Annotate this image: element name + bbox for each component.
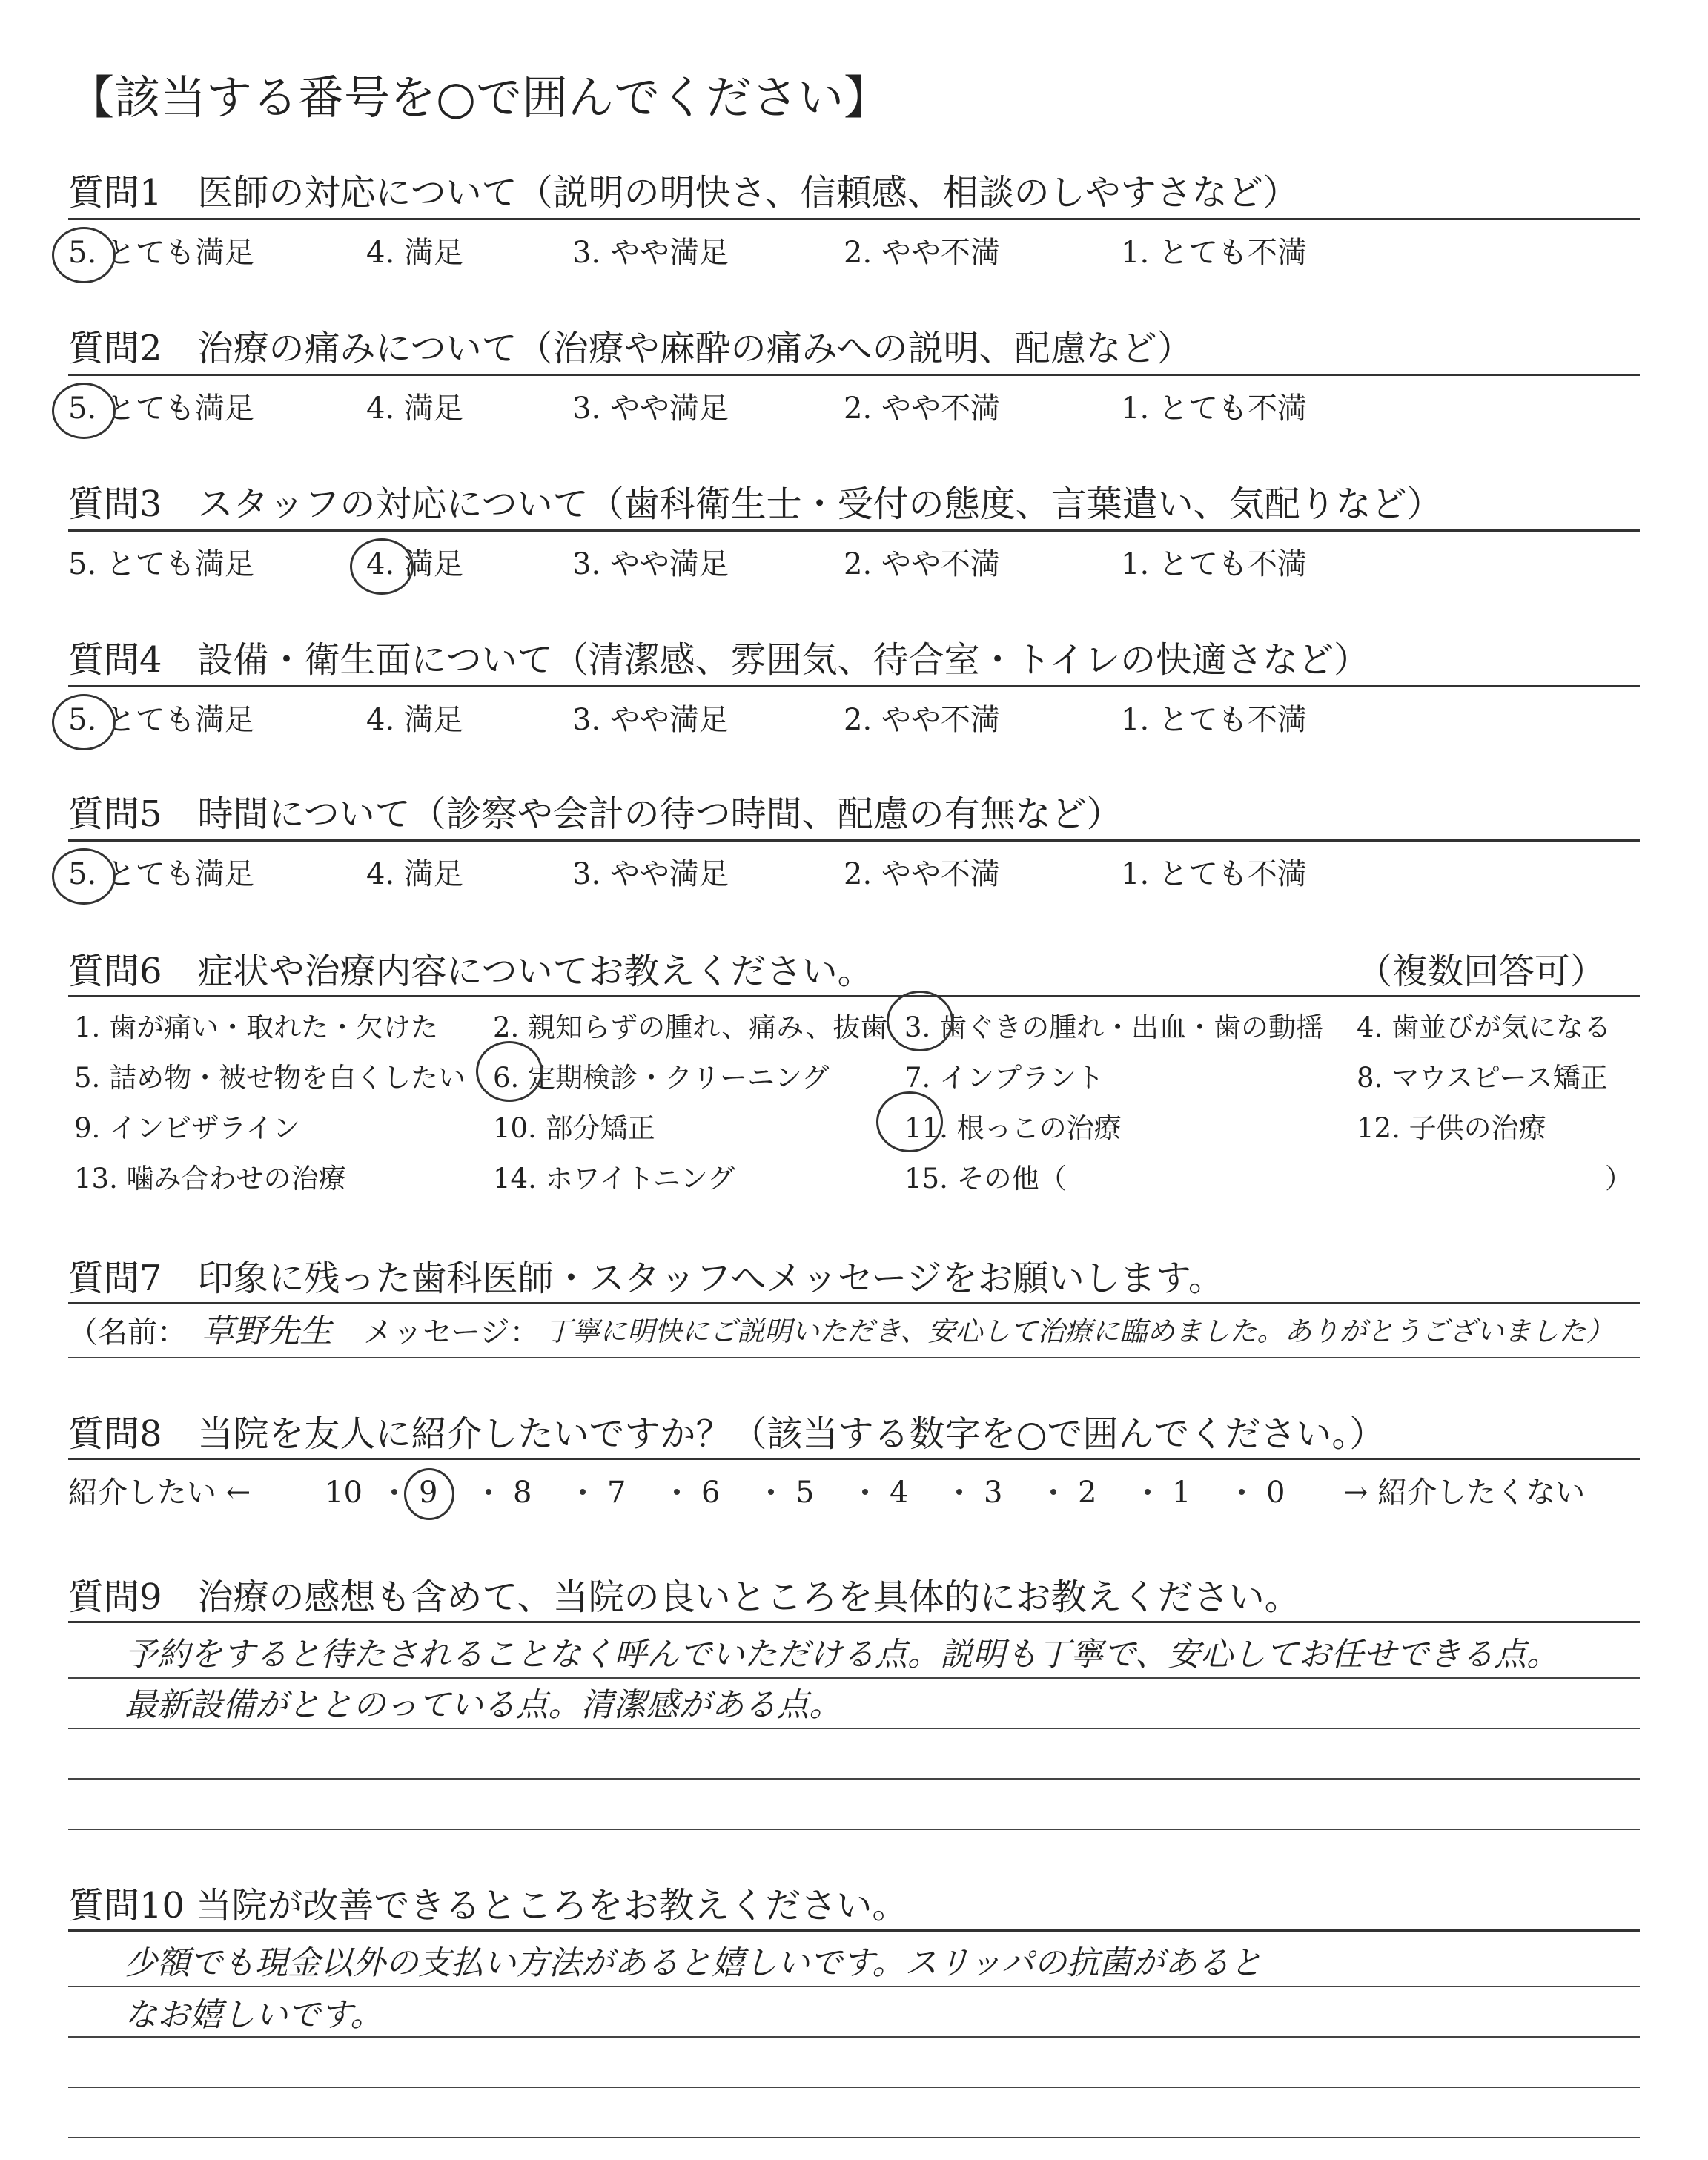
q9-rule	[68, 1621, 1640, 1623]
q7-underline	[68, 1357, 1640, 1358]
q7-message-value[interactable]: 丁寧に明快にご説明いただき、安心して治療に臨めました。ありがとうございました）	[545, 1315, 1614, 1347]
q10-line	[68, 2036, 1640, 2038]
q4-title: 質問4 設備・衛生面について（清潔感、雰囲気、待合室・トイレの快適さなど）	[68, 639, 1370, 681]
q6-option[interactable]: 2. 親知らずの腫れ、痛み、抜歯	[493, 1011, 888, 1043]
q4-option[interactable]: 5. とても満足	[68, 703, 254, 737]
q3-rule	[68, 529, 1640, 532]
q2-title: 質問2 治療の痛みについて（治療や麻酔の痛みへの説明、配慮など）	[68, 328, 1193, 369]
q10-line	[68, 2137, 1640, 2138]
q9-line	[68, 1728, 1640, 1729]
q4-option[interactable]: 2. やや不満	[844, 703, 1000, 737]
q6-option[interactable]: 13. 噛み合わせの治療	[74, 1163, 346, 1195]
q9-title: 質問9 治療の感想も含めて、当院の良いところを具体的にお教えください。	[68, 1576, 1300, 1618]
q6-option[interactable]: 11. 根っこの治療	[904, 1112, 1122, 1144]
q9-answer-line-2[interactable]: 最新設備がととのっている点。清潔感がある点。	[125, 1686, 842, 1724]
q1-title: 質問1 医師の対応について（説明の明快さ、信頼感、相談のしやすさなど）	[68, 172, 1299, 214]
q8-scale-value[interactable]: 10	[325, 1476, 363, 1510]
q9-line	[68, 1778, 1640, 1780]
q2-option[interactable]: 5. とても満足	[68, 392, 254, 426]
selection-circle	[52, 383, 116, 439]
q6-option[interactable]: 14. ホワイトニング	[493, 1163, 735, 1195]
q6-option[interactable]: 7. インプラント	[904, 1062, 1105, 1094]
q3-option[interactable]: 5. とても満足	[68, 547, 254, 581]
scale-separator-dot	[1239, 1489, 1245, 1495]
q6-option[interactable]: 4. 歯並びが気になる	[1357, 1011, 1612, 1043]
q8-scale-value[interactable]: 9	[419, 1476, 438, 1510]
q8-scale-value[interactable]: 2	[1078, 1476, 1097, 1510]
q9-answer-line-1[interactable]: 予約をすると待たされることなく呼んでいただける点。説明も丁寧で、安心してお任せできる点。	[125, 1636, 1560, 1674]
q6-option[interactable]: 15. その他（	[904, 1163, 1067, 1195]
scale-separator-dot	[862, 1489, 868, 1495]
q6-other-close[interactable]: ）	[1605, 1163, 1632, 1195]
q6-note: （複数回答可）	[1357, 951, 1606, 992]
q7-message-label: メッセージ：	[363, 1315, 540, 1350]
selection-circle	[476, 1041, 543, 1102]
q1-option[interactable]: 1. とても不満	[1121, 236, 1307, 270]
q8-scale-value[interactable]: 8	[513, 1476, 532, 1510]
q1-option[interactable]: 4. 満足	[366, 236, 463, 270]
selection-circle	[887, 991, 953, 1051]
q6-option[interactable]: 9. インビザライン	[74, 1112, 300, 1144]
q5-option[interactable]: 3. やや満足	[572, 857, 729, 891]
q10-answer-line-2[interactable]: なお嬉しいです。	[125, 1996, 383, 2034]
q10-answer-line-1[interactable]: 少額でも現金以外の支払い方法があると嬉しいです。スリッパの抗菌があると	[125, 1944, 1262, 1982]
q4-option[interactable]: 1. とても不満	[1121, 703, 1307, 737]
q1-rule	[68, 218, 1640, 220]
q2-option[interactable]: 1. とても不満	[1121, 392, 1307, 426]
q6-title: 質問6 症状や治療内容についてお教えください。	[68, 951, 873, 992]
q10-line	[68, 1986, 1640, 1987]
q8-scale-value[interactable]: 5	[795, 1476, 815, 1510]
selection-circle	[52, 227, 116, 283]
q2-option[interactable]: 4. 満足	[366, 392, 463, 426]
selection-circle	[876, 1091, 943, 1152]
q6-option[interactable]: 10. 部分矯正	[493, 1112, 655, 1144]
q1-option[interactable]: 5. とても満足	[68, 236, 254, 270]
q7-name-label: （名前：	[68, 1315, 187, 1350]
q5-rule	[68, 839, 1640, 842]
q5-title: 質問5 時間について（診察や会計の待つ時間、配慮の有無など）	[68, 793, 1122, 835]
q1-option[interactable]: 3. やや満足	[572, 236, 729, 270]
q8-rule	[68, 1458, 1640, 1460]
scale-separator-dot	[580, 1489, 586, 1495]
q9-line	[68, 1829, 1640, 1830]
q8-scale-value[interactable]: 0	[1266, 1476, 1285, 1510]
q5-option[interactable]: 1. とても不満	[1121, 857, 1307, 891]
scale-separator-dot	[768, 1489, 774, 1495]
q2-option[interactable]: 2. やや不満	[844, 392, 1000, 426]
q1-option[interactable]: 2. やや不満	[844, 236, 1000, 270]
q3-option[interactable]: 4. 満足	[366, 547, 463, 581]
q4-option[interactable]: 3. やや満足	[572, 703, 729, 737]
q10-rule	[68, 1929, 1640, 1932]
q10-line	[68, 2087, 1640, 2088]
q6-option[interactable]: 3. 歯ぐきの腫れ・出血・歯の動揺	[904, 1011, 1324, 1043]
q8-left-label: 紹介したい ←	[68, 1476, 251, 1510]
selection-circle	[350, 538, 414, 595]
q3-option[interactable]: 3. やや満足	[572, 547, 729, 581]
q3-title: 質問3 スタッフの対応について（歯科衛生士・受付の態度、言葉遣い、気配りなど）	[68, 483, 1443, 525]
q7-name-value[interactable]: 草野先生	[202, 1312, 332, 1350]
q6-option[interactable]: 12. 子供の治療	[1357, 1112, 1546, 1144]
scale-separator-dot	[486, 1489, 491, 1495]
q4-option[interactable]: 4. 満足	[366, 703, 463, 737]
q2-option[interactable]: 3. やや満足	[572, 392, 729, 426]
q6-option[interactable]: 8. マウスピース矯正	[1357, 1062, 1608, 1094]
q6-rule	[68, 995, 1640, 997]
q8-scale-value[interactable]: 6	[701, 1476, 721, 1510]
q2-rule	[68, 374, 1640, 376]
q8-scale-value[interactable]: 7	[607, 1476, 626, 1510]
q5-option[interactable]: 5. とても満足	[68, 857, 254, 891]
q5-option[interactable]: 2. やや不満	[844, 857, 1000, 891]
selection-circle	[52, 848, 116, 905]
page-title: 【該当する番号を○で囲んでください】	[68, 70, 890, 125]
q8-right-label: → 紹介したくない	[1343, 1476, 1586, 1510]
q9-line	[68, 1677, 1640, 1679]
q8-scale-value[interactable]: 1	[1172, 1476, 1191, 1510]
scale-separator-dot	[956, 1489, 962, 1495]
q6-option[interactable]: 5. 詰め物・被せ物を白くしたい	[74, 1062, 466, 1094]
selection-circle	[52, 694, 116, 750]
q3-option[interactable]: 2. やや不満	[844, 547, 1000, 581]
scale-separator-dot	[674, 1489, 680, 1495]
scale-separator-dot	[1145, 1489, 1151, 1495]
q3-option[interactable]: 1. とても不満	[1121, 547, 1307, 581]
q7-title: 質問7 印象に残った歯科医師・スタッフへメッセージをお願いします。	[68, 1258, 1224, 1299]
selection-circle	[404, 1468, 454, 1520]
scale-separator-dot	[1050, 1489, 1056, 1495]
scale-separator-dot	[391, 1489, 397, 1495]
q8-scale-value[interactable]: 4	[890, 1476, 909, 1510]
q6-option[interactable]: 6. 定期検診・クリーニング	[493, 1062, 830, 1094]
q8-title: 質問8 当院を友人に紹介したいですか？（該当する数字を○で囲んでください。）	[68, 1413, 1386, 1455]
q10-title: 質問10 当院が改善できるところをお教えください。	[68, 1885, 908, 1926]
q4-rule	[68, 685, 1640, 687]
q8-scale-value[interactable]: 3	[984, 1476, 1003, 1510]
q7-rule	[68, 1302, 1640, 1304]
q5-option[interactable]: 4. 満足	[366, 857, 463, 891]
q6-option[interactable]: 1. 歯が痛い・取れた・欠けた	[74, 1011, 439, 1043]
